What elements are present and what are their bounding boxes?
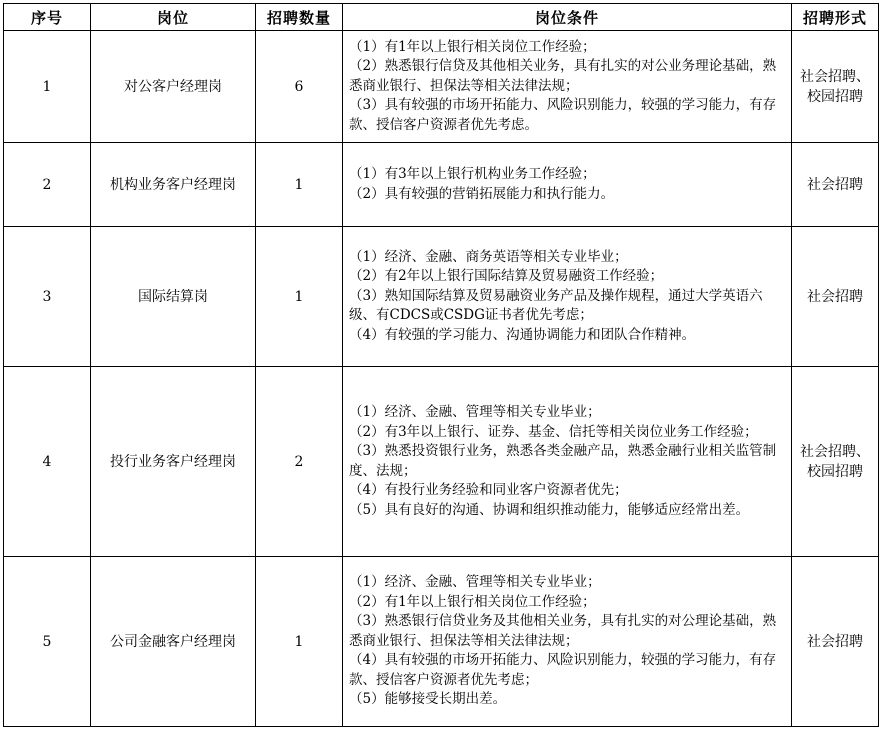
- requirement-line: （1）经济、金融、管理等相关专业毕业；: [349, 574, 601, 591]
- mode-line: 校园招聘: [807, 463, 863, 480]
- row-requirements: [343, 367, 792, 557]
- requirement-line: （2）有3年以上银行、证券、基金、信托等相关岗位业务工作经验；: [349, 423, 758, 440]
- header-mode: 招聘形式: [792, 4, 879, 31]
- row-index: 1: [4, 31, 91, 143]
- row-requirements: [343, 143, 792, 227]
- requirement-line: （3）熟悉银行信贷业务及其他相关业务，具有扎实的对公理论基础，熟悉商业银行、担保法等相关法律法规；: [349, 613, 777, 649]
- row-mode: [792, 367, 879, 557]
- requirement-line: （2）有2年以上银行国际结算及贸易融资工作经验；: [349, 268, 664, 285]
- row-mode: [792, 227, 879, 367]
- mode-line: 社会招聘: [807, 633, 863, 650]
- requirement-line: （3）具有较强的市场开拓能力、风险识别能力，较强的学习能力，有存款、授信客户资源者优先考虑。: [349, 97, 777, 133]
- row-count: 1: [256, 227, 343, 367]
- requirement-line: （2）熟悉银行信贷及其他相关业务，具有扎实的对公业务理论基础，熟悉商业银行、担保法等相关法律法规；: [349, 58, 777, 94]
- row-requirements: [343, 557, 792, 727]
- header-position: 岗位: [91, 4, 256, 31]
- recruitment-table: [3, 3, 879, 727]
- table-row: [4, 557, 879, 727]
- requirement-line: （1）有3年以上银行机构业务工作经验；: [349, 166, 596, 182]
- requirement-line: （1）经济、金融、商务英语等相关专业毕业；: [349, 248, 628, 265]
- row-position: 对公客户经理岗: [91, 31, 256, 143]
- row-mode: [792, 143, 879, 227]
- mode-line: 社会招聘、: [800, 68, 870, 85]
- requirement-line: （1）经济、金融、管理等相关专业毕业；: [349, 404, 601, 420]
- row-index: 4: [4, 367, 91, 557]
- mode-line: 社会招聘: [807, 288, 863, 305]
- requirement-line: （4）具有较强的市场开拓能力、风险识别能力，较强的学习能力，有存款、授信客户资源者优先考虑；: [349, 652, 777, 688]
- row-position: 投行业务客户经理岗: [91, 367, 256, 557]
- row-count: 2: [256, 367, 343, 557]
- row-requirements: [343, 227, 792, 367]
- requirement-line: （3）熟悉投资银行业务，熟悉各类金融产品，熟悉金融行业相关监管制度、法规；: [349, 443, 777, 479]
- requirement-line: （2）具有较强的营销拓展能力和执行能力。: [349, 185, 615, 202]
- mode-line: 社会招聘: [807, 176, 863, 193]
- row-position: 国际结算岗: [91, 227, 256, 367]
- requirement-line: （1）有1年以上银行相关岗位工作经验；: [349, 38, 596, 55]
- requirement-line: （4）有较强的学习能力、沟通协调能力和团队合作精神。: [349, 326, 696, 343]
- row-position: 机构业务客户经理岗: [91, 143, 256, 227]
- row-count: 1: [256, 557, 343, 727]
- row-index: 3: [4, 227, 91, 367]
- mode-line: 社会招聘、: [800, 443, 870, 460]
- table-header-row: [4, 4, 879, 31]
- row-position: 公司金融客户经理岗: [91, 557, 256, 727]
- requirement-line: （5）能够接受长期出差。: [349, 691, 507, 708]
- table-row: [4, 31, 879, 143]
- header-index: 序号: [4, 4, 91, 31]
- header-count: 招聘数量: [256, 4, 343, 31]
- requirement-line: （4）有投行业务经验和同业客户资源者优先；: [349, 482, 628, 498]
- row-count: 1: [256, 143, 343, 227]
- requirement-line: （5）具有良好的沟通、协调和组织推动能力，能够适应经常出差。: [349, 501, 750, 518]
- table-row: [4, 143, 879, 227]
- row-mode: [792, 557, 879, 727]
- requirement-line: （2）有1年以上银行相关岗位工作经验；: [349, 593, 596, 610]
- row-mode: [792, 31, 879, 143]
- row-index: 5: [4, 557, 91, 727]
- requirement-line: （3）熟知国际结算及贸易融资业务产品及操作规程，通过大学英语六级、有CDCS或CSDG证书者优先考虑；: [349, 287, 763, 324]
- mode-line: 校园招聘: [807, 88, 863, 105]
- row-count: 6: [256, 31, 343, 143]
- row-requirements: [343, 31, 792, 143]
- row-index: 2: [4, 143, 91, 227]
- header-requirements: 岗位条件: [343, 4, 792, 31]
- table-row: [4, 227, 879, 367]
- table-row: [4, 367, 879, 557]
